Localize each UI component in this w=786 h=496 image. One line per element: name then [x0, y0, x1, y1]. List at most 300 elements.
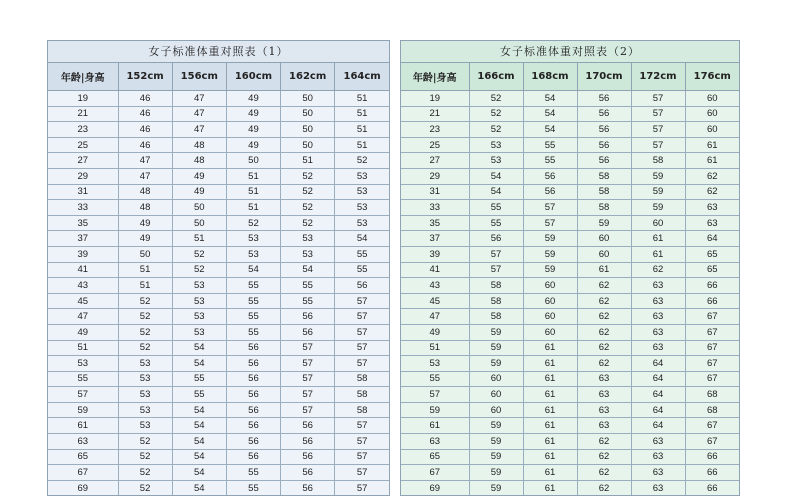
weight-cell: 62	[577, 293, 631, 309]
age-cell: 45	[48, 293, 118, 309]
weight-cell: 58	[335, 402, 389, 418]
weight-cell: 51	[335, 91, 389, 107]
weight-cell: 47	[172, 91, 226, 107]
weight-cell: 53	[118, 371, 172, 387]
header-cell: 176cm	[685, 63, 739, 91]
weight-cell: 59	[469, 418, 523, 434]
weight-cell: 62	[577, 356, 631, 372]
age-cell: 23	[401, 122, 469, 138]
table-row	[48, 168, 389, 184]
age-cell: 63	[401, 434, 469, 450]
weight-cell: 62	[577, 340, 631, 356]
weight-cell: 61	[685, 137, 739, 153]
table-row	[401, 418, 739, 434]
age-cell: 57	[401, 387, 469, 403]
weight-cell: 49	[118, 231, 172, 247]
weight-cell: 64	[631, 418, 685, 434]
age-cell: 43	[401, 278, 469, 294]
weight-cell: 56	[577, 122, 631, 138]
weight-cell: 61	[631, 231, 685, 247]
weight-cell: 54	[281, 262, 335, 278]
weight-cell: 50	[118, 246, 172, 262]
weight-cell: 49	[118, 215, 172, 231]
weight-cell: 54	[172, 356, 226, 372]
weight-cell: 54	[469, 168, 523, 184]
weight-cell: 63	[631, 465, 685, 481]
table-row	[401, 387, 739, 403]
age-cell: 41	[48, 262, 118, 278]
weight-cell: 61	[523, 418, 577, 434]
table-row	[401, 434, 739, 450]
data-table	[401, 63, 739, 495]
weight-cell: 60	[523, 309, 577, 325]
age-cell: 47	[48, 309, 118, 325]
age-cell: 59	[401, 402, 469, 418]
weight-cell: 65	[685, 262, 739, 278]
header-cell: 156cm	[172, 63, 226, 91]
weight-cell: 64	[685, 231, 739, 247]
age-cell: 37	[48, 231, 118, 247]
weight-cell: 50	[281, 106, 335, 122]
weight-cell: 53	[335, 168, 389, 184]
table-row	[401, 246, 739, 262]
age-cell: 67	[401, 465, 469, 481]
table-row	[48, 91, 389, 107]
table-row	[48, 122, 389, 138]
weight-cell: 62	[631, 262, 685, 278]
weight-cell: 56	[226, 418, 280, 434]
weight-cell: 60	[523, 278, 577, 294]
table-row	[48, 184, 389, 200]
table-row	[401, 402, 739, 418]
age-cell: 35	[48, 215, 118, 231]
weight-cell: 62	[577, 309, 631, 325]
weight-cell: 52	[118, 293, 172, 309]
age-cell: 43	[48, 278, 118, 294]
age-cell: 51	[48, 340, 118, 356]
header-row	[401, 63, 739, 91]
weight-cell: 55	[523, 137, 577, 153]
weight-cell: 51	[226, 168, 280, 184]
weight-cell: 55	[226, 324, 280, 340]
weight-cell: 58	[577, 168, 631, 184]
age-cell: 65	[401, 449, 469, 465]
weight-cell: 52	[335, 153, 389, 169]
weight-cell: 64	[631, 371, 685, 387]
weight-cell: 52	[172, 262, 226, 278]
weight-cell: 54	[226, 262, 280, 278]
weight-cell: 54	[172, 465, 226, 481]
weight-cell: 67	[685, 324, 739, 340]
weight-cell: 54	[523, 91, 577, 107]
weight-cell: 66	[685, 293, 739, 309]
weight-cell: 55	[172, 387, 226, 403]
weight-cell: 58	[577, 200, 631, 216]
weight-cell: 61	[523, 371, 577, 387]
weight-cell: 65	[685, 246, 739, 262]
weight-cell: 62	[577, 324, 631, 340]
weight-cell: 54	[172, 480, 226, 495]
age-cell: 55	[48, 371, 118, 387]
weight-cell: 67	[685, 356, 739, 372]
weight-cell: 53	[335, 200, 389, 216]
weight-cell: 52	[118, 465, 172, 481]
weight-cell: 56	[226, 371, 280, 387]
weight-cell: 51	[335, 137, 389, 153]
age-cell: 61	[401, 418, 469, 434]
weight-cell: 58	[469, 309, 523, 325]
age-cell: 61	[48, 418, 118, 434]
weight-cell: 54	[335, 231, 389, 247]
header-cell: 年龄|身高	[48, 63, 118, 91]
age-cell: 49	[48, 324, 118, 340]
weight-cell: 52	[281, 168, 335, 184]
age-cell: 19	[48, 91, 118, 107]
table-row	[48, 200, 389, 216]
weight-cell: 56	[281, 449, 335, 465]
table-row	[401, 449, 739, 465]
weight-cell: 54	[469, 184, 523, 200]
weight-cell: 56	[226, 356, 280, 372]
weight-cell: 56	[281, 465, 335, 481]
header-cell: 160cm	[226, 63, 280, 91]
weight-cell: 51	[281, 153, 335, 169]
weight-cell: 52	[469, 122, 523, 138]
weight-cell: 67	[685, 371, 739, 387]
table-row	[401, 309, 739, 325]
weight-cell: 63	[631, 480, 685, 495]
table-body	[401, 91, 739, 496]
weight-cell: 53	[226, 246, 280, 262]
table-row	[401, 168, 739, 184]
weight-cell: 63	[577, 402, 631, 418]
weight-cell: 57	[335, 449, 389, 465]
weight-cell: 52	[172, 246, 226, 262]
weight-cell: 59	[469, 356, 523, 372]
weight-cell: 49	[172, 184, 226, 200]
weight-cell: 62	[577, 278, 631, 294]
weight-cell: 55	[281, 278, 335, 294]
weight-cell: 55	[226, 309, 280, 325]
table-row	[401, 200, 739, 216]
weight-cell: 57	[281, 387, 335, 403]
table-row	[48, 215, 389, 231]
weight-cell: 56	[281, 418, 335, 434]
weight-cell: 59	[469, 480, 523, 495]
weight-table-1	[47, 40, 390, 496]
weight-cell: 52	[118, 309, 172, 325]
weight-cell: 59	[469, 324, 523, 340]
header-cell: 164cm	[335, 63, 389, 91]
weight-cell: 50	[281, 91, 335, 107]
weight-cell: 55	[172, 371, 226, 387]
weight-cell: 66	[685, 465, 739, 481]
weight-cell: 60	[469, 371, 523, 387]
table-row	[401, 106, 739, 122]
weight-cell: 54	[523, 122, 577, 138]
weight-cell: 49	[226, 137, 280, 153]
weight-cell: 54	[523, 106, 577, 122]
weight-cell: 53	[172, 324, 226, 340]
age-cell: 33	[48, 200, 118, 216]
weight-cell: 58	[577, 184, 631, 200]
weight-cell: 63	[631, 324, 685, 340]
table-row	[401, 356, 739, 372]
weight-cell: 58	[469, 293, 523, 309]
age-cell: 25	[48, 137, 118, 153]
weight-cell: 59	[631, 184, 685, 200]
weight-cell: 57	[335, 418, 389, 434]
weight-cell: 59	[469, 449, 523, 465]
table-row	[401, 340, 739, 356]
weight-cell: 46	[118, 122, 172, 138]
weight-cell: 61	[523, 465, 577, 481]
weight-cell: 56	[281, 309, 335, 325]
weight-cell: 56	[577, 91, 631, 107]
weight-cell: 57	[335, 434, 389, 450]
weight-cell: 56	[281, 324, 335, 340]
weight-cell: 53	[118, 402, 172, 418]
weight-cell: 59	[469, 434, 523, 450]
weight-cell: 55	[469, 200, 523, 216]
table-header	[401, 63, 739, 91]
age-cell: 29	[401, 168, 469, 184]
weight-cell: 62	[577, 480, 631, 495]
weight-cell: 64	[631, 402, 685, 418]
age-cell: 37	[401, 231, 469, 247]
weight-cell: 47	[118, 153, 172, 169]
weight-cell: 60	[631, 215, 685, 231]
weight-cell: 51	[118, 262, 172, 278]
weight-cell: 56	[523, 184, 577, 200]
table-row	[48, 356, 389, 372]
weight-cell: 53	[172, 309, 226, 325]
weight-cell: 52	[469, 106, 523, 122]
age-cell: 51	[401, 340, 469, 356]
weight-cell: 59	[523, 262, 577, 278]
weight-cell: 56	[226, 402, 280, 418]
weight-cell: 53	[469, 137, 523, 153]
table-row	[401, 215, 739, 231]
weight-cell: 55	[226, 465, 280, 481]
table-row	[48, 418, 389, 434]
table-row	[401, 262, 739, 278]
header-row	[48, 63, 389, 91]
weight-cell: 48	[118, 184, 172, 200]
table-title: 女子标准体重对照表（2）	[401, 41, 739, 63]
weight-cell: 61	[523, 449, 577, 465]
weight-cell: 53	[281, 231, 335, 247]
age-cell: 23	[48, 122, 118, 138]
header-cell: 172cm	[631, 63, 685, 91]
table-row	[401, 293, 739, 309]
weight-cell: 58	[631, 153, 685, 169]
age-cell: 19	[401, 91, 469, 107]
weight-cell: 59	[469, 340, 523, 356]
age-cell: 39	[401, 246, 469, 262]
weight-cell: 63	[577, 418, 631, 434]
age-cell: 31	[401, 184, 469, 200]
table-row	[48, 465, 389, 481]
weight-cell: 56	[577, 137, 631, 153]
table-row	[48, 153, 389, 169]
weight-cell: 55	[226, 293, 280, 309]
weight-cell: 57	[335, 480, 389, 495]
weight-cell: 55	[226, 278, 280, 294]
table-row	[401, 153, 739, 169]
weight-cell: 63	[631, 293, 685, 309]
age-cell: 21	[48, 106, 118, 122]
weight-cell: 61	[577, 262, 631, 278]
weight-cell: 52	[118, 434, 172, 450]
weight-cell: 46	[118, 106, 172, 122]
weight-cell: 48	[172, 153, 226, 169]
weight-cell: 52	[118, 449, 172, 465]
weight-table-2	[400, 40, 740, 496]
weight-cell: 50	[281, 137, 335, 153]
age-cell: 33	[401, 200, 469, 216]
weight-cell: 48	[118, 200, 172, 216]
table-row	[48, 262, 389, 278]
table-row	[48, 434, 389, 450]
age-cell: 69	[401, 480, 469, 495]
age-cell: 53	[48, 356, 118, 372]
weight-cell: 61	[631, 246, 685, 262]
table-title: 女子标准体重对照表（1）	[48, 41, 389, 63]
weight-cell: 66	[685, 278, 739, 294]
weight-cell: 67	[685, 434, 739, 450]
weight-cell: 56	[577, 106, 631, 122]
age-cell: 27	[401, 153, 469, 169]
weight-cell: 63	[631, 434, 685, 450]
weight-cell: 60	[523, 324, 577, 340]
weight-cell: 51	[226, 200, 280, 216]
weight-cell: 56	[226, 449, 280, 465]
table-row	[401, 465, 739, 481]
weight-cell: 62	[577, 434, 631, 450]
weight-cell: 52	[118, 340, 172, 356]
weight-cell: 63	[577, 387, 631, 403]
age-cell: 39	[48, 246, 118, 262]
weight-cell: 60	[685, 106, 739, 122]
weight-cell: 68	[685, 402, 739, 418]
weight-cell: 53	[118, 387, 172, 403]
weight-cell: 57	[335, 356, 389, 372]
weight-cell: 53	[172, 278, 226, 294]
weight-cell: 53	[335, 184, 389, 200]
weight-cell: 57	[469, 246, 523, 262]
weight-cell: 64	[631, 356, 685, 372]
weight-cell: 52	[118, 324, 172, 340]
weight-cell: 60	[685, 122, 739, 138]
header-cell: 152cm	[118, 63, 172, 91]
table-row	[401, 91, 739, 107]
weight-cell: 62	[577, 465, 631, 481]
weight-cell: 49	[226, 122, 280, 138]
weight-cell: 56	[226, 340, 280, 356]
table-row	[401, 278, 739, 294]
weight-cell: 60	[577, 231, 631, 247]
weight-cell: 55	[469, 215, 523, 231]
weight-cell: 51	[172, 231, 226, 247]
table-row	[401, 184, 739, 200]
weight-cell: 61	[523, 387, 577, 403]
weight-cell: 57	[631, 122, 685, 138]
header-cell: 168cm	[523, 63, 577, 91]
weight-cell: 58	[335, 371, 389, 387]
age-cell: 67	[48, 465, 118, 481]
weight-cell: 60	[523, 293, 577, 309]
weight-cell: 59	[523, 231, 577, 247]
weight-cell: 67	[685, 309, 739, 325]
age-cell: 63	[48, 434, 118, 450]
age-cell: 65	[48, 449, 118, 465]
weight-cell: 57	[335, 465, 389, 481]
table-row	[48, 246, 389, 262]
weight-cell: 61	[523, 340, 577, 356]
table-body	[48, 91, 389, 496]
weight-cell: 57	[631, 91, 685, 107]
age-cell: 25	[401, 137, 469, 153]
weight-cell: 63	[631, 340, 685, 356]
weight-cell: 49	[172, 168, 226, 184]
weight-cell: 59	[469, 465, 523, 481]
weight-cell: 63	[631, 278, 685, 294]
weight-cell: 49	[226, 91, 280, 107]
age-cell: 57	[48, 387, 118, 403]
weight-cell: 54	[172, 418, 226, 434]
age-cell: 31	[48, 184, 118, 200]
weight-cell: 51	[335, 106, 389, 122]
table-row	[401, 122, 739, 138]
table-row	[48, 480, 389, 495]
weight-cell: 56	[281, 434, 335, 450]
table-row	[48, 137, 389, 153]
weight-cell: 60	[685, 91, 739, 107]
weight-cell: 60	[469, 402, 523, 418]
weight-cell: 56	[523, 168, 577, 184]
weight-cell: 57	[631, 137, 685, 153]
age-cell: 21	[401, 106, 469, 122]
table-row	[48, 340, 389, 356]
table-row	[48, 371, 389, 387]
table-row	[48, 449, 389, 465]
weight-cell: 67	[685, 418, 739, 434]
header-cell: 166cm	[469, 63, 523, 91]
weight-cell: 56	[281, 480, 335, 495]
weight-cell: 61	[523, 434, 577, 450]
weight-cell: 47	[118, 168, 172, 184]
weight-cell: 46	[118, 91, 172, 107]
header-cell: 162cm	[281, 63, 335, 91]
weight-cell: 62	[577, 449, 631, 465]
weight-cell: 48	[172, 137, 226, 153]
weight-cell: 53	[118, 356, 172, 372]
weight-cell: 51	[335, 122, 389, 138]
weight-cell: 52	[281, 215, 335, 231]
weight-cell: 53	[172, 293, 226, 309]
weight-cell: 51	[226, 184, 280, 200]
weight-cell: 56	[469, 231, 523, 247]
weight-cell: 52	[281, 184, 335, 200]
table-row	[401, 324, 739, 340]
weight-cell: 52	[469, 91, 523, 107]
weight-cell: 55	[335, 246, 389, 262]
table-row	[401, 231, 739, 247]
header-cell: 170cm	[577, 63, 631, 91]
weight-cell: 53	[118, 418, 172, 434]
weight-cell: 62	[685, 168, 739, 184]
